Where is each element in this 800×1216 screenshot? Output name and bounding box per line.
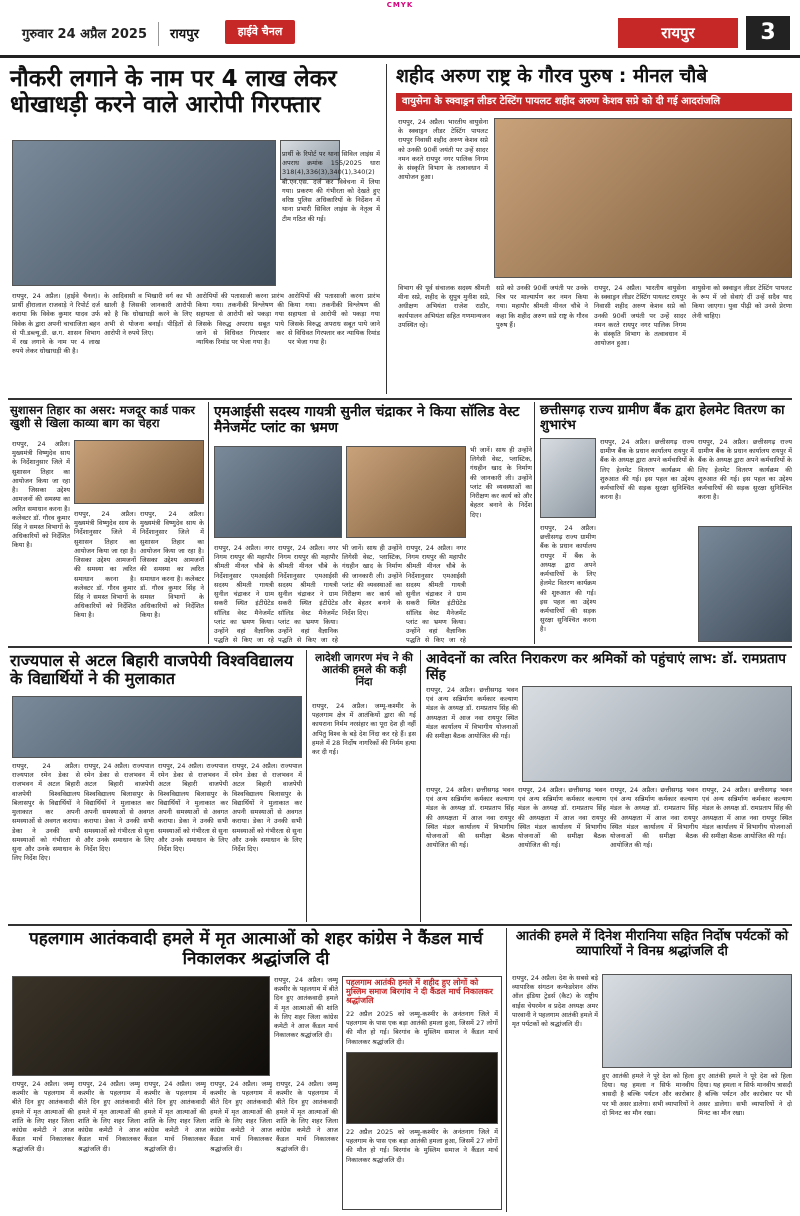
story9-body-col4: रायपुर, 24 अप्रैल। जम्मू कश्मीर के पहलगाम में बीते दिन हुए आतंकवादी हमले में मृत आत्माओं की शांति के लिए शहर जिला कांग्रेस कमेटी ने आज कैंडल मार्च निकालकर श्रद्धांजलि दी। <box>144 1080 206 1153</box>
story4-body-col4: रायपुर, 24 अप्रैल। नगर निगम रायपुर की महापौर श्रीमती मीनल चौबे के निर्देशानुसार एमआईसी सदस्य श्रीमती गायत्री सुनील चंद्राकर ने ग्राम सकरी स्थित इंटीग्रेटेड सॉलिड वेस्ट मैनेजमेंट प्लांट का भ्रमण किया। उन्होंने वहां वैज्ञानिक पद्धति से किए जा रहे <box>406 544 466 644</box>
story9-headline: पहलगाम आतंकवादी हमले में मृत आत्माओं को शहर कांग्रेस ने कैंडल मार्च निकालकर श्रद्धांजलि दी <box>29 929 483 969</box>
story8-body-col4: रायपुर, 24 अप्रैल। छत्तीसगढ़ भवन एवं अन्य सन्निर्माण कर्मकार कल्याण मंडल के अध्यक्ष डॉ. रामप्रताप सिंह की अध्यक्षता में आज नवा रायपुर स्थित मंडल कार्यालय में विभागीय योजनाओं की समीक्षा बैठक आयोजित की गई। <box>610 786 698 850</box>
story1-col-a: रायपुर, 24 अप्रैल। (हाईवे चैनल)। प्रार्थी हीरालाल राजवाड़े ने रिपोर्ट दर्ज कराया कि विवेक कुमार यादव उर्फ विवेक के द्वारा अपनी चाचाजिता बहन से पी.डब्ल्यू.डी. छ.ग. शासन विभाग में रख लगाने के नाम पर 4 लाख रुपये लेकर धोखाधड़ी की है। <box>12 292 100 356</box>
plant-visit-photo-2 <box>346 446 466 538</box>
section-rule <box>8 924 792 926</box>
story8-headline: आवेदनों का त्वरित निराकरण कर श्रमिकों को पहुंचाएं लाभ: डॉ. रामप्रताप सिंह <box>426 651 786 683</box>
story2-col-a: रायपुर, 24 अप्रैल। भारतीय वायुसेना के स्क्वाड्रन लीडर टेस्टिंग पायलट रायपुर निवासी शहीद अरुण केशव सप्रे को उनकी 90वीं जयंती पर उन्हें सादर नमन करते रायपुर नगर पालिक निगम के संस्कृति विभाग के तत्वावधान में आयोजन हुआ। <box>398 118 488 182</box>
story10-body-col3: हुए आतंकी हमले ने पूरे देश को हिला दिया। यह हमला न सिर्फ मानवीय त्रासदी है बल्कि पर्यटन और कारोबार पर भी असर डालेगा। सभी व्यापारियों ने दो मिनट का मौन रखा। <box>698 1072 792 1117</box>
governor-students-photo <box>12 696 302 758</box>
story6-body-col4: रायपुर, 24 अप्रैल। राज्यपाल रमेन डेका से राजभवन में अटल बिहारी वाजपेयी विश्वविद्यालय बिलासपुर के विद्यार्थियों ने मुलाकात कर अपनी समस्याओं से अवगत कराया। डेका ने उनकी सभी समस्याओं को गंभीरता से सुना और उनके समाधान के लिए निर्देश दिए। <box>232 762 302 853</box>
masthead <box>0 10 800 58</box>
story2-col-c: सप्रे को उनकी 90वीं जयंती पर उनके चित्र पर माल्यार्पण कर नमन किया गया। महापौर श्रीमती मीनल चौबे ने कहा कि शहीद अरुण सप्रे राष्ट्र के गौरव पुरुष हैं। <box>496 284 588 329</box>
story6-body-col3: रायपुर, 24 अप्रैल। राज्यपाल रमेन डेका से राजभवन में अटल बिहारी वाजपेयी विश्वविद्यालय बिलासपुर के विद्यार्थियों ने मुलाकात कर अपनी समस्याओं से अवगत कराया। डेका ने उनकी सभी समस्याओं को गंभीरता से सुना और उनके समाधान के लिए निर्देश दिए। <box>158 762 228 853</box>
story3-headline: सुशासन तिहार का असर: मजदूर कार्ड पाकर खुशी से खिला काव्या बाग का चेहरा <box>10 403 195 431</box>
column-rule <box>420 650 421 922</box>
story4-body: रायपुर, 24 अप्रैल। नगर निगम रायपुर की महापौर श्रीमती मीनल चौबे के निर्देशानुसार एमआईसी सदस्य श्रीमती गायत्री सुनील चंद्राकर ने ग्राम सकरी स्थित इंटीग्रेटेड सॉलिड वेस्ट मैनेजमेंट प्लांट का भ्रमण किया। उन्होंने वहां वैज्ञानिक पद्धति से किए जा रहे <box>214 544 274 644</box>
story1-col-d: आरोपियों की पतासाजी करना प्रारंभ किया गया। तकनीकी विश्लेषण की सहायता से आरोपी को पकड़ा गया जिसके विरुद्ध अपराध सबूत पाये जाने से विधिवत गिरफ्तार कर न्यायिक रिमांड पर भेजा गया है। <box>288 292 380 347</box>
story4-headline: एमआईसी सदस्य गायत्री सुनील चंद्राकर ने किया सॉलिड वेस्ट मैनेजमेंट प्लांट का भ्रमण <box>214 404 520 437</box>
story2-col-c2: रायपुर, 24 अप्रैल। भारतीय वायुसेना के स्क्वाड्रन लीडर टेस्टिंग पायलट रायपुर निवासी शहीद अरुण केशव सप्रे को उनकी 90वीं जयंती पर उन्हें सादर नमन करते रायपुर नगर पालिक निगम के संस्कृति विभाग के तत्वावधान में आयोजन हुआ। <box>594 284 686 348</box>
labour-card-photo <box>74 440 204 504</box>
tribute-ceremony-photo <box>494 118 792 278</box>
story10-headline: आतंकी हमले में दिनेश मीरानिया सहित निर्दोष पर्यटकों को व्यापारियों ने विनम्र श्रद्धांजलि दी <box>515 929 789 959</box>
inset-body: 22 अप्रैल 2025 को जम्मू-कश्मीर के अनंतनाग जिले में पहलगाम के पास एक बड़ा आतंकी हमला हुआ, जिसमें 27 लोगों की मौत हो गई। बिरगांव के मुस्लिम समाज ने कैंडल मार्च निकालकर श्रद्धांजलि दी। <box>346 1010 498 1046</box>
story4-body-col2: रायपुर, 24 अप्रैल। नगर निगम रायपुर की महापौर श्रीमती मीनल चौबे के निर्देशानुसार एमआईसी सदस्य श्रीमती गायत्री सुनील चंद्राकर ने ग्राम सकरी स्थित इंटीग्रेटेड सॉलिड वेस्ट मैनेजमेंट प्लांट का भ्रमण किया। उन्होंने वहां वैज्ञानिक पद्धति से किए जा रहे <box>278 544 338 644</box>
column-rule <box>386 64 387 394</box>
edition-city: रायपुर <box>170 27 199 42</box>
story9-body: रायपुर, 24 अप्रैल। जम्मू कश्मीर के पहलगाम में बीते दिन हुए आतंकवादी हमले में मृत आत्माओं की शांति के लिए शहर जिला कांग्रेस कमेटी ने आज कैंडल मार्च निकालकर श्रद्धांजलि दी। <box>12 1080 74 1153</box>
story5-headline: छत्तीसगढ़ राज्य ग्रामीण बैंक द्वारा हेलमेट वितरण का शुभारंभ <box>540 403 785 433</box>
candle-march-photo <box>12 976 270 1076</box>
story9-body-col5: रायपुर, 24 अप्रैल। जम्मू कश्मीर के पहलगाम में बीते दिन हुए आतंकवादी हमले में मृत आत्माओं की शांति के लिए शहर जिला कांग्रेस कमेटी ने आज कैंडल मार्च निकालकर श्रद्धांजलि दी। <box>210 1080 272 1153</box>
story2-col-d: वायुसेना को स्क्वाड्रन लीडर टेस्टिंग पायलट के रूप में जो सेवाएं दीं उन्हें सदैव याद किया जाएगा। युवा पीढ़ी को उनसे प्रेरणा लेनी चाहिए। <box>692 284 792 320</box>
story4-body2: भी जानें। साथ ही उन्होंने लिगेसी वेस्ट, प्लास्टिक, गंधहीन खाद के निर्माण की जानकारी ली। उन्होंने प्लांट की व्यवस्थाओं का निरीक्षण कर कार्य को और बेहतर बनाने के निर्देश दिए। <box>470 446 532 519</box>
column-rule <box>306 650 307 922</box>
story7-headline: लादेशी जागरण मंच ने की आतंकी हमले की कड़ी निंदा <box>315 652 413 689</box>
bank-logo-image <box>540 438 596 518</box>
plant-visit-photo-1 <box>214 446 342 538</box>
column-rule <box>506 928 507 1212</box>
newspaper-logo: हाईवे चैनल <box>225 20 295 44</box>
column-rule <box>534 402 535 644</box>
story5-body-col2: रायपुर, 24 अप्रैल। छत्तीसगढ़ राज्य ग्रामीण बैंक के प्रधान कार्यालय रायपुर में बैंक के अध्यक्ष द्वारा अपने कर्मचारियों के लिए हेलमेट वितरण कार्यक्रम की शुरुआत की गई। इस पहल का उद्देश्य कर्मचारियों की सड़क सुरक्षा सुनिश्चित करना है। <box>698 438 792 502</box>
story7-body: रायपुर, 24 अप्रैल। जम्मू-कश्मीर के पहलगाम क्षेत्र में आतंकियों द्वारा की गई कायराना निर्मम नरसंहार का पूरा देश ही नहीं अपितु विश्व के बड़े देश निंदा कर रहे हैं। इस हमले में 28 निर्दोष नागरिकों की निर्मम हत्या कर दी गई। <box>312 702 416 757</box>
traders-tribute-photo <box>602 974 792 1068</box>
page-number: 3 <box>746 16 790 50</box>
color-registration-mark: CMYK <box>386 1 414 9</box>
inset-body-2: 22 अप्रैल 2025 को जम्मू-कश्मीर के अनंतनाग जिले में पहलगाम के पास एक बड़ा आतंकी हमला हुआ, जिसमें 27 लोगों की मौत हो गई। बिरगांव के मुस्लिम समाज ने कैंडल मार्च निकालकर श्रद्धांजलि दी। <box>346 1128 498 1164</box>
section-rule <box>8 646 792 648</box>
story1-headline: नौकरी लगाने के नाम पर 4 लाख लेकर धोखाधड़ी करने वाले आरोपी गिरफ्तार <box>10 66 337 119</box>
inset-headline: पहलगाम आतंकी हमले में शहीद हुए लोगों को मुस्लिम समाज बिरगांव ने दी कैंडल मार्च निकालकर श्रद्धांजलि <box>346 978 493 1006</box>
story3-body: रायपुर, 24 अप्रैल। मुख्यमंत्री विष्णुदेव साय के निर्देशानुसार जिले में सुशासन तिहार का आयोजन किया जा रहा है। जिसका उद्देश्य आमजनों की समस्या का त्वरित समाधान करना है। कलेक्टर डॉ. गौरव कुमार सिंह ने समस्त विभागों के अधिकारियों को निर्देशित किया है। <box>12 440 70 550</box>
section-rule <box>8 398 792 400</box>
column-rule <box>208 402 209 644</box>
divider <box>158 22 159 46</box>
story2-subhead: वायुसेना के स्क्वाड्रन लीडर टेस्टिंग पायलट शहीद अरुण केशव सप्रे को दी गई आदरांजलि <box>396 93 792 111</box>
labour-board-meeting-photo <box>522 686 792 782</box>
section-label: रायपुर <box>618 18 738 48</box>
story6-headline: राज्यपाल से अटल बिहारी वाजपेयी विश्वविद्यालय के विद्यार्थियों ने की मुलाकात <box>10 651 294 689</box>
story10-body: रायपुर, 24 अप्रैल। देश के सबसे बड़े व्यापारिक संगठन कन्फेडरेशन ऑफ ऑल इंडिया ट्रेडर्स (कैट) के राष्ट्रीय वाईस चेयरमेन व प्रदेश अध्यक्ष अमर पारवानी ने पहलगाम आतंकी हमले में मृत पर्यटकों को श्रद्धांजलि दी। <box>512 974 598 1029</box>
story4-body-col3: भी जानें। साथ ही उन्होंने लिगेसी वेस्ट, प्लास्टिक, गंधहीन खाद के निर्माण की जानकारी ली। उन्होंने प्लांट की व्यवस्थाओं का निरीक्षण कर कार्य को और बेहतर बनाने के निर्देश दिए। <box>342 544 402 617</box>
story5-body: रायपुर, 24 अप्रैल। छत्तीसगढ़ राज्य ग्रामीण बैंक के प्रधान कार्यालय रायपुर में बैंक के अध्यक्ष द्वारा अपने कर्मचारियों के लिए हेलमेट वितरण कार्यक्रम की शुरुआत की गई। इस पहल का उद्देश्य कर्मचारियों की सड़क सुरक्षा सुनिश्चित करना है। <box>600 438 694 502</box>
story9-body-col3: रायपुर, 24 अप्रैल। जम्मू कश्मीर के पहलगाम में बीते दिन हुए आतंकवादी हमले में मृत आत्माओं की शांति के लिए शहर जिला कांग्रेस कमेटी ने आज कैंडल मार्च निकालकर श्रद्धांजलि दी। <box>274 976 338 1040</box>
story9-body-col2: रायपुर, 24 अप्रैल। जम्मू कश्मीर के पहलगाम में बीते दिन हुए आतंकवादी हमले में मृत आत्माओं की शांति के लिए शहर जिला कांग्रेस कमेटी ने आज कैंडल मार्च निकालकर श्रद्धांजलि दी। <box>78 1080 140 1153</box>
story3-body-col3: रायपुर, 24 अप्रैल। मुख्यमंत्री विष्णुदेव साय के निर्देशानुसार जिले में सुशासन तिहार का आयोजन किया जा रहा है। जिसका उद्देश्य आमजनों की समस्या का त्वरित समाधान करना है। कलेक्टर डॉ. गौरव कुमार सिंह ने समस्त विभागों के अधिकारियों को निर्देशित किया है। <box>140 510 204 620</box>
story8-body-col5: रायपुर, 24 अप्रैल। छत्तीसगढ़ भवन एवं अन्य सन्निर्माण कर्मकार कल्याण मंडल के अध्यक्ष डॉ. रामप्रताप सिंह की अध्यक्षता में आज नवा रायपुर स्थित मंडल कार्यालय में विभागीय योजनाओं की समीक्षा बैठक आयोजित की गई। <box>702 786 792 841</box>
story3-body-col2: रायपुर, 24 अप्रैल। मुख्यमंत्री विष्णुदेव साय के निर्देशानुसार जिले में सुशासन तिहार का आयोजन किया जा रहा है। जिसका उद्देश्य आमजनों की समस्या का त्वरित समाधान करना है। कलेक्टर डॉ. गौरव कुमार सिंह ने समस्त विभागों के अधिकारियों को निर्देशित किया है। <box>74 510 136 620</box>
story1-col-b: के आदिवासी व भिखारी वर्ग का भी खाली है जिसकी जानकारी आरोपी को है कि धोखाधड़ी करने के लिए अभी से योजना बनाई। पीड़ितों से आरोपी ने रुपये लिए। <box>104 292 192 337</box>
story10-body2: हुए आतंकी हमले ने पूरे देश को हिला दिया। यह हमला न सिर्फ मानवीय त्रासदी है बल्कि पर्यटन और कारोबार पर भी असर डालेगा। सभी व्यापारियों ने दो मिनट का मौन रखा। <box>602 1072 694 1117</box>
story5-body-col3: रायपुर, 24 अप्रैल। छत्तीसगढ़ राज्य ग्रामीण बैंक के प्रधान कार्यालय रायपुर में बैंक के अध्यक्ष द्वारा अपने कर्मचारियों के लिए हेलमेट वितरण कार्यक्रम की शुरुआत की गई। इस पहल का उद्देश्य कर्मचारियों की सड़क सुरक्षा सुनिश्चित करना है। <box>540 524 596 634</box>
story1-col-b2: आरोपियों की पतासाजी करना प्रारंभ किया गया। तकनीकी विश्लेषण की सहायता से आरोपी को पकड़ा गया जिसके विरुद्ध अपराध सबूत पाये जाने से विधिवत गिरफ्तार कर न्यायिक रिमांड पर भेजा गया है। <box>196 292 284 347</box>
story8-body-col3: रायपुर, 24 अप्रैल। छत्तीसगढ़ भवन एवं अन्य सन्निर्माण कर्मकार कल्याण मंडल के अध्यक्ष डॉ. रामप्रताप सिंह की अध्यक्षता में आज नवा रायपुर स्थित मंडल कार्यालय में विभागीय योजनाओं की समीक्षा बैठक आयोजित की गई। <box>518 786 606 850</box>
story9-body-col6: रायपुर, 24 अप्रैल। जम्मू कश्मीर के पहलगाम में बीते दिन हुए आतंकवादी हमले में मृत आत्माओं की शांति के लिए शहर जिला कांग्रेस कमेटी ने आज कैंडल मार्च निकालकर श्रद्धांजलि दी। <box>276 1080 338 1153</box>
story2-col-b: विभाग की पूर्व संचालक सदस्य श्रीमती मीना सप्रे, शहीद के सुपुत्र मुनीश सप्रे, अधीक्षण अभियंता राजेश राठौर, कार्यपालन अभियंता सहित गणमान्यजन उपस्थित रहे। <box>398 284 490 329</box>
story8-body: रायपुर, 24 अप्रैल। छत्तीसगढ़ भवन एवं अन्य सन्निर्माण कर्मकार कल्याण मंडल के अध्यक्ष डॉ. रामप्रताप सिंह की अध्यक्षता में आज नवा रायपुर स्थित मंडल कार्यालय में विभागीय योजनाओं की समीक्षा बैठक आयोजित की गई। <box>426 686 518 741</box>
story1-col-c: प्रार्थी के रिपोर्ट पर थाना सिविल लाइंस में अपराध क्रमांक 155/2025 धारा 318(4),336(3),340(1),340(2) बी.एन.एस. दर्ज कर विवेचना में लिया गया। प्रकरण की गंभीरता को देखते हुए वरिष्ठ पुलिस अधिकारियों के निर्देशन में थाना प्रभारी सिविल लाइंस के नेतृत्व में टीम गठित की गई। <box>282 150 380 223</box>
issue-date: गुरुवार 24 अप्रैल 2025 <box>22 27 147 42</box>
story6-body: रायपुर, 24 अप्रैल। राज्यपाल रमेन डेका से राजभवन में अटल बिहारी वाजपेयी विश्वविद्यालय बिलासपुर के विद्यार्थियों ने मुलाकात कर अपनी समस्याओं से अवगत कराया। डेका ने उनकी सभी समस्याओं को गंभीरता से सुना और उनके समाधान के लिए निर्देश दिए। <box>12 762 80 863</box>
birgaon-candle-march-photo <box>346 1052 498 1124</box>
story6-body-col2: रायपुर, 24 अप्रैल। राज्यपाल रमेन डेका से राजभवन में अटल बिहारी वाजपेयी विश्वविद्यालय बिलासपुर के विद्यार्थियों ने मुलाकात कर अपनी समस्याओं से अवगत कराया। डेका ने उनकी सभी समस्याओं को गंभीरता से सुना और उनके समाधान के लिए निर्देश दिए। <box>84 762 154 853</box>
story8-body-col2: रायपुर, 24 अप्रैल। छत्तीसगढ़ भवन एवं अन्य सन्निर्माण कर्मकार कल्याण मंडल के अध्यक्ष डॉ. रामप्रताप सिंह की अध्यक्षता में आज नवा रायपुर स्थित मंडल कार्यालय में विभागीय योजनाओं की समीक्षा बैठक आयोजित की गई। <box>426 786 514 850</box>
police-arrest-photo <box>12 140 276 286</box>
story2-headline: शहीद अरुण राष्ट्र के गौरव पुरुष : मीनल चौबे <box>396 65 708 87</box>
helmet-distribution-photo <box>698 526 792 642</box>
